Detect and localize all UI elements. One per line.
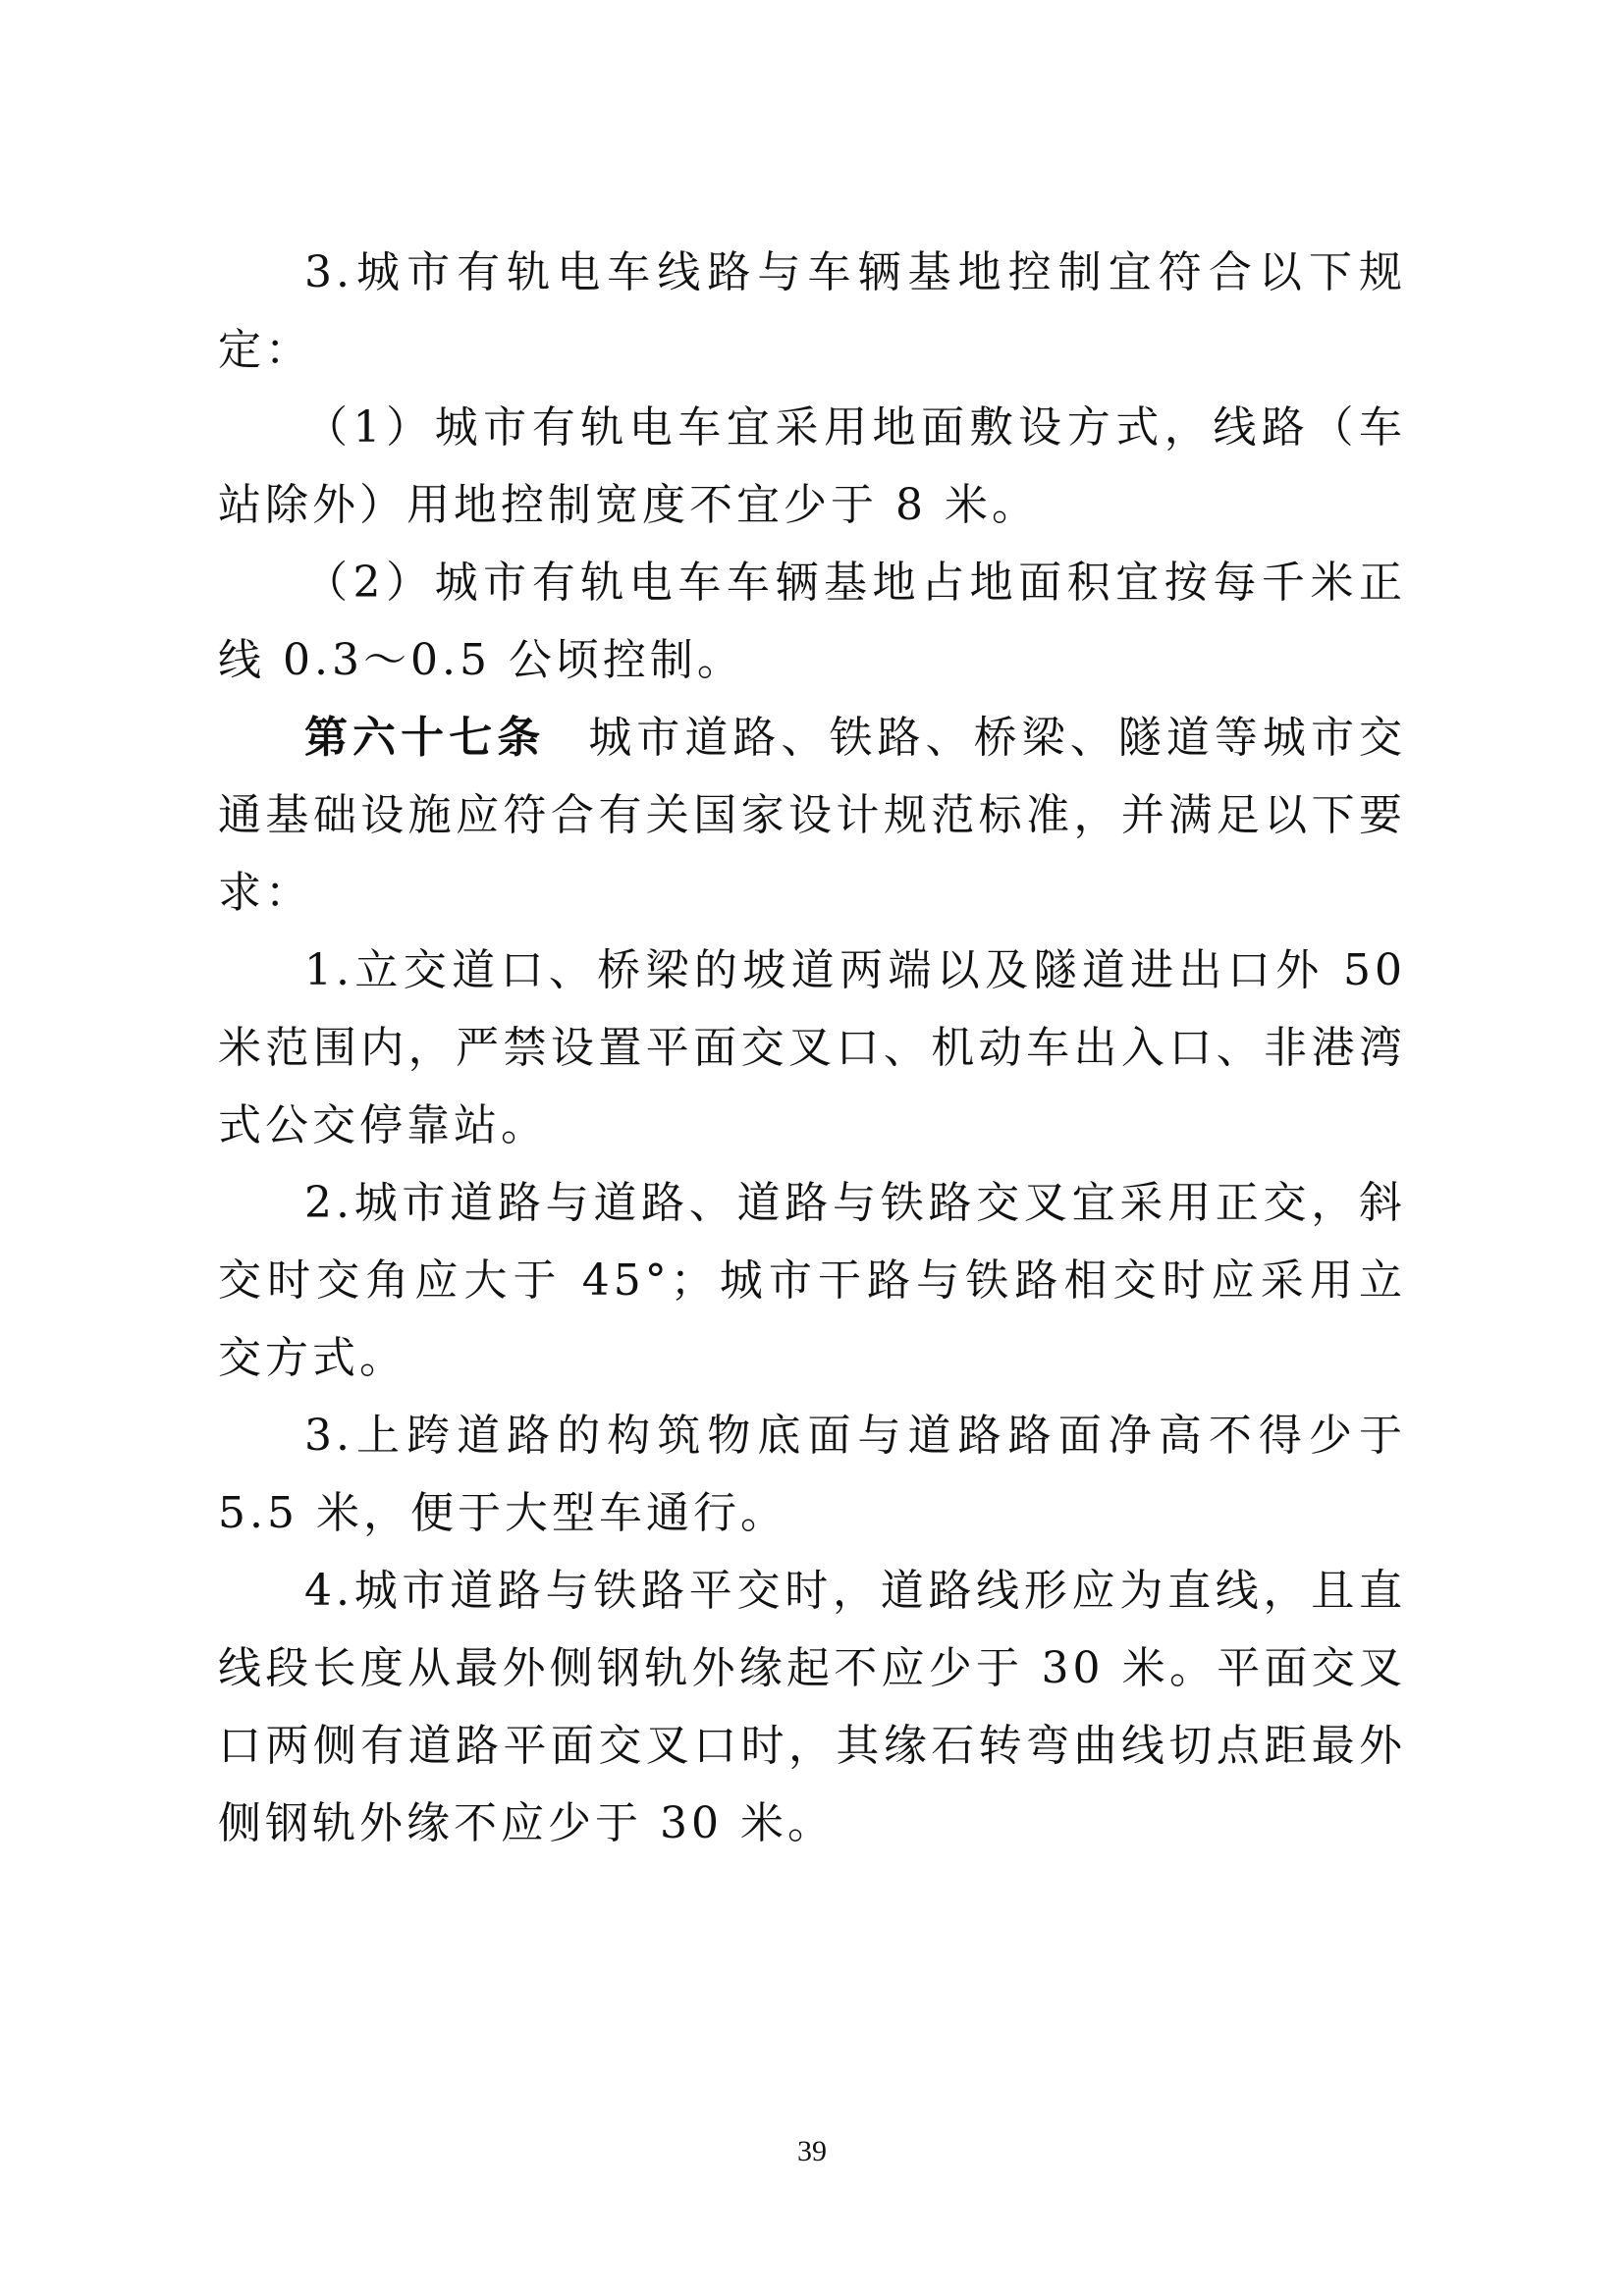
body-text — [218, 234, 1406, 1862]
paragraph-tram-depot-area: （2）城市有轨电车车辆基地占地面积宜按每千米正线 0.3～0.5 公顷控制。 — [218, 558, 1406, 685]
article-text: 城市道路、铁路、桥梁、隧道等城市交通基础设施应符合有关国家设计规范标准，并满足以下要求： — [218, 713, 1407, 918]
paragraph-clearance-height: 3.上跨道路的构筑物底面与道路路面净高不得少于 5.5 米，便于大型车通行。 — [218, 1411, 1406, 1538]
paragraph-tram-lines: 3.城市有轨电车线路与车辆基地控制宜符合以下规定： — [218, 247, 1406, 375]
paragraph-interchange-ramps: 1.立交道口、桥梁的坡道两端以及隧道进出口外 50 米范围内，严禁设置平面交叉口、机动车出入口、非港湾式公交停靠站。 — [218, 945, 1406, 1150]
article-label: 第六十七条 — [304, 713, 546, 763]
paragraph-article-67 — [218, 699, 1406, 932]
page-number: 39 — [797, 2135, 827, 2167]
paragraph-road-crossing-angle: 2.城市道路与道路、道路与铁路交叉宜采用正交，斜交时交角应大于 45°；城市干路与铁路相交时应采用立交方式。 — [218, 1178, 1406, 1383]
paragraph-level-crossing: 4.城市道路与铁路平交时，道路线形应为直线，且直线段长度从最外侧钢轨外缘起不应少于 30 米。平面交叉口两侧有道路平面交叉口时，其缘石转弯曲线切点距最外侧钢轨外缘不应少于 30 米。 — [218, 1566, 1406, 1848]
paragraph-tram-surface-laying: （1）城市有轨电车宜采用地面敷设方式，线路（车站除外）用地控制宽度不宜少于 8 米。 — [218, 402, 1406, 530]
